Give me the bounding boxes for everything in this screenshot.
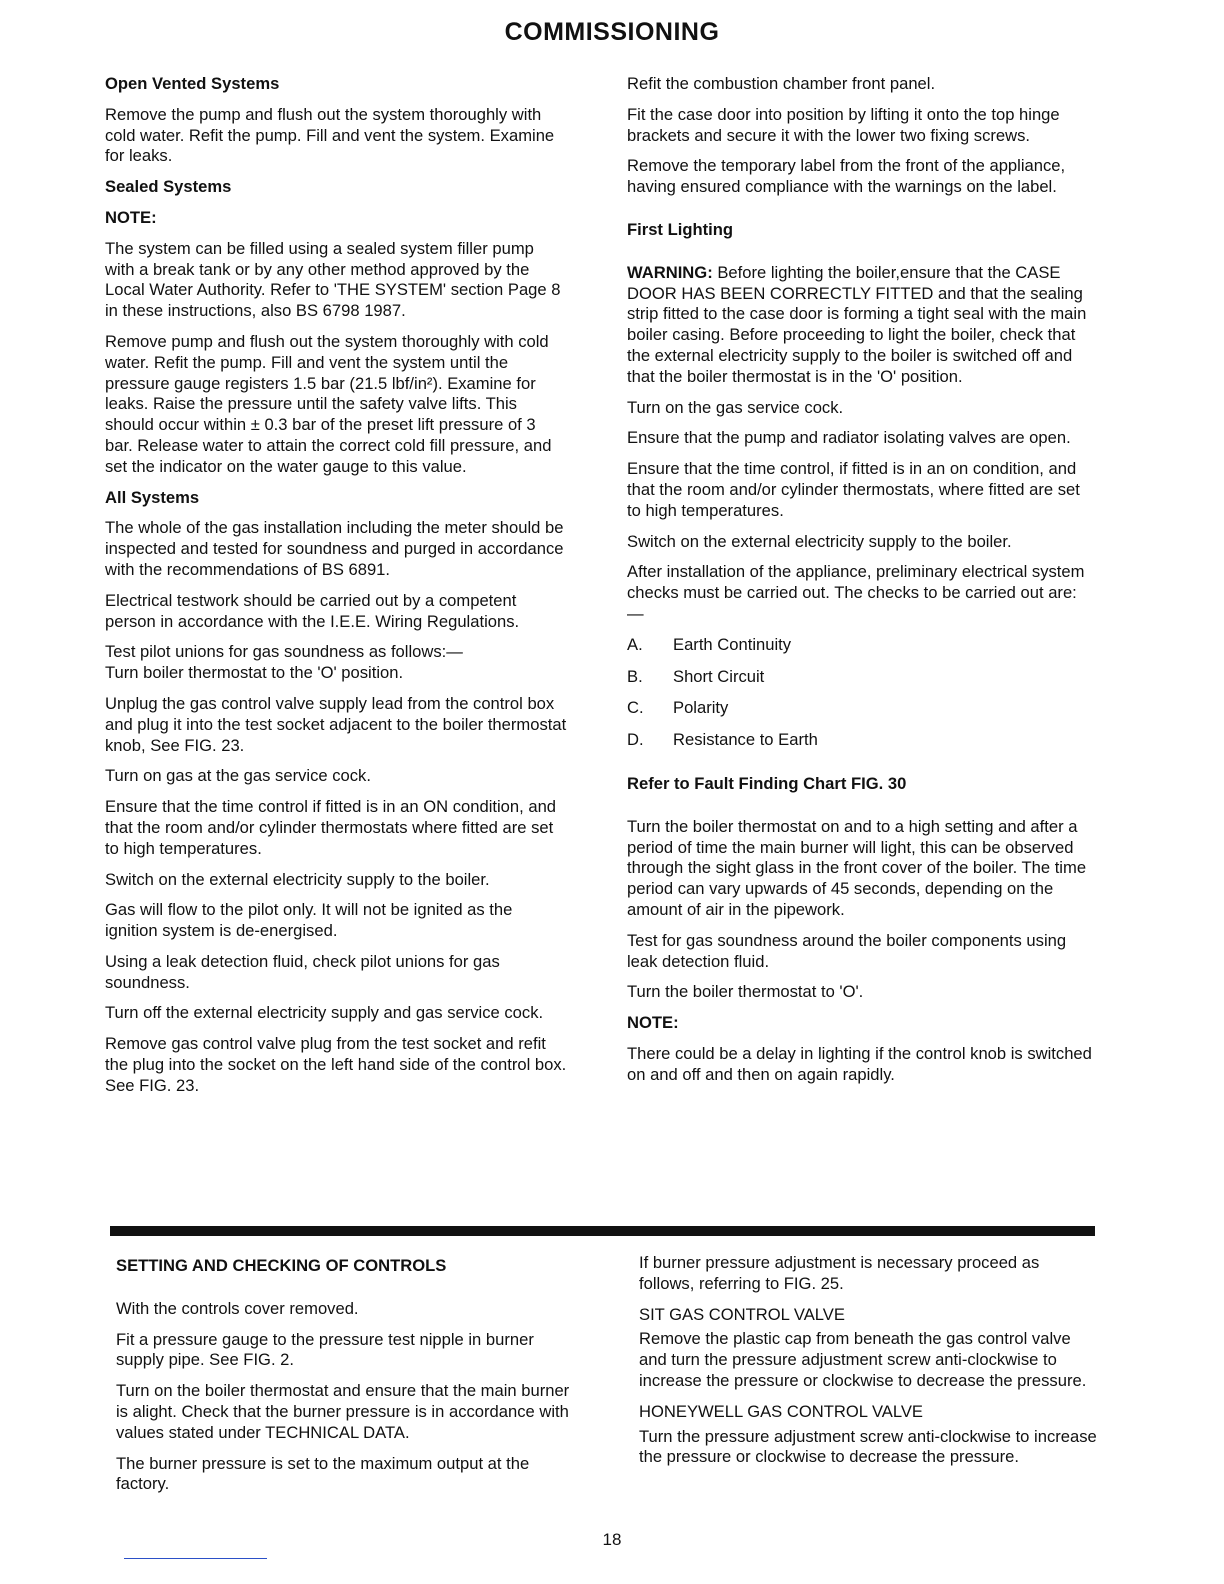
- para-right-6: Ensure that the time control, if fitted is in an on condition, and that the room and/or cylinder thermostats, where fitted are set to high temperatures.: [627, 459, 1080, 520]
- para-right-3: Remove the temporary label from the front of the appliance, having ensured compliance with the warnings on the label.: [627, 156, 1066, 197]
- para-bottom-right-1: If burner pressure adjustment is necessary proceed as follows, referring to FIG. 25.: [639, 1253, 1040, 1293]
- check-text: Resistance to Earth: [673, 730, 818, 750]
- heading-sit-valve: SIT GAS CONTROL VALVE: [639, 1304, 845, 1324]
- para-sealed-1: The system can be filled using a sealed system filler pump with a break tank or by any other method approved by the Local Water Authority. Refer to 'THE SYSTEM' section Page 8 in these instructions, also BS 6798 1987.: [105, 238, 561, 321]
- para-all-3a: Test pilot unions for gas soundness as follows:—: [105, 642, 463, 662]
- para-right-9: Turn the boiler thermostat on and to a high setting and after a period of time the main burner will light, this can be observed through the sight glass in the front cover of the boiler. The time period can vary upwards of 45 seconds, depending on the amount of air in the pipework.: [627, 816, 1087, 919]
- check-item: [627, 635, 1092, 656]
- bottom-left-column: [116, 1256, 572, 1505]
- para-all-10: Turn off the external electricity supply and gas service cock.: [105, 1003, 544, 1023]
- para-open-vented: Remove the pump and flush out the system thoroughly with cold water. Refit the pump. Fill and vent the system. Examine for leaks.: [105, 104, 555, 166]
- bottom-right-column: [639, 1253, 1097, 1478]
- check-letter: B.: [627, 666, 643, 686]
- check-item: [627, 698, 1092, 719]
- page-number: 18: [602, 1530, 622, 1549]
- para-bottom-left-1: With the controls cover removed.: [116, 1298, 359, 1318]
- para-all-2: Electrical testwork should be carried out by a competent person in accordance with the I.E.E. Wiring Regulations.: [105, 590, 520, 631]
- section-divider: [110, 1226, 1095, 1236]
- para-right-7: Switch on the external electricity supply to the boiler.: [627, 531, 1012, 551]
- para-right-10: Test for gas soundness around the boiler components using leak detection fluid.: [627, 930, 1067, 971]
- check-letter: D.: [627, 730, 644, 750]
- para-all-1: The whole of the gas installation including the meter should be inspected and tested for soundness and purged in accordance with the recommendations of BS 6891.: [105, 518, 564, 579]
- right-column: [627, 74, 1092, 1095]
- check-text: Short Circuit: [673, 666, 765, 686]
- check-letter: C.: [627, 698, 644, 718]
- para-bottom-left-2: Fit a pressure gauge to the pressure test nipple in burner supply pipe. See FIG. 2.: [116, 1329, 534, 1370]
- heading-open-vented: Open Vented Systems: [105, 74, 280, 93]
- para-right-12: There could be a delay in lighting if the control knob is switched on and off and then on again rapidly.: [627, 1043, 1092, 1084]
- check-item: [627, 730, 1092, 751]
- heading-honeywell-valve: HONEYWELL GAS CONTROL VALVE: [639, 1401, 924, 1421]
- heading-first-lighting: First Lighting: [627, 219, 733, 239]
- check-letter: A.: [627, 634, 643, 654]
- para-bottom-left-4: The burner pressure is set to the maximum output at the factory.: [116, 1453, 530, 1494]
- para-right-2: Fit the case door into position by lifting it onto the top hinge brackets and secure it with the lower two fixing screws.: [627, 104, 1060, 145]
- heading-sealed-systems: Sealed Systems: [105, 177, 232, 197]
- para-all-8: Gas will flow to the pilot only. It will not be ignited as the ignition system is de-energised.: [105, 900, 513, 941]
- check-text: Polarity: [673, 698, 729, 718]
- para-all-5: Turn on gas at the gas service cock.: [105, 766, 371, 786]
- check-text: Earth Continuity: [673, 634, 792, 654]
- heading-setting-controls: SETTING AND CHECKING OF CONTROLS: [116, 1256, 447, 1275]
- para-right-4: Turn on the gas service cock.: [627, 397, 844, 417]
- para-bottom-right-2: Remove the plastic cap from beneath the gas control valve and turn the pressure adjustment screw anti-clockwise to increase the pressure or clockwise to decrease the pressure.: [639, 1329, 1087, 1390]
- para-right-8: After installation of the appliance, preliminary electrical system checks must be carried out. The checks to be carried out are:—: [627, 562, 1085, 623]
- heading-note-right: NOTE:: [627, 1013, 679, 1033]
- warning-label: WARNING:: [627, 262, 713, 282]
- page-title: COMMISSIONING: [504, 18, 720, 46]
- para-all-7: Switch on the external electricity supply to the boiler.: [105, 869, 490, 889]
- para-warning: [627, 263, 1092, 388]
- warning-text: Before lighting the boiler,ensure that the CASE DOOR HAS BEEN CORRECTLY FITTED and that the sealing strip fitted to the case door is forming a tight seal with the main boiler casing. Before proceeding to light the boiler, check that the external electricity supply to the boiler is switched off and that the boiler thermostat is in the 'O' position.: [627, 262, 1087, 386]
- check-item: [627, 667, 1092, 688]
- heading-note: NOTE:: [105, 207, 157, 227]
- para-all-11: Remove gas control valve plug from the test socket and refit the plug into the socket on the left hand side of the control box. See FIG. 23.: [105, 1034, 567, 1095]
- heading-fault-finding: Refer to Fault Finding Chart FIG. 30: [627, 773, 907, 793]
- footer-line: [124, 1558, 267, 1559]
- para-all-9: Using a leak detection fluid, check pilot unions for gas soundness.: [105, 951, 500, 992]
- para-bottom-left-3: Turn on the boiler thermostat and ensure that the main burner is alight. Check that the burner pressure is in accordance with values stated under TECHNICAL DATA.: [116, 1381, 570, 1442]
- para-bottom-right-3: Turn the pressure adjustment screw anti-clockwise to increase the pressure or clockwise to decrease the pressure.: [639, 1426, 1097, 1467]
- para-right-5: Ensure that the pump and radiator isolating valves are open.: [627, 428, 1071, 448]
- heading-all-systems: All Systems: [105, 487, 200, 507]
- para-all-4: Unplug the gas control valve supply lead from the control box and plug it into the test socket adjacent to the boiler thermostat knob, See FIG. 23.: [105, 693, 567, 755]
- para-right-1: Refit the combustion chamber front panel.: [627, 74, 936, 93]
- para-all-3: [105, 642, 567, 684]
- para-all-3b: Turn boiler thermostat to the 'O' position.: [105, 663, 404, 683]
- para-right-11: Turn the boiler thermostat to 'O'.: [627, 982, 864, 1002]
- para-sealed-2: Remove pump and flush out the system thoroughly with cold water. Refit the pump. Fill and vent the system until the pressure gauge registers 1.5 bar (21.5 lbf/in²). Examine for leaks. Raise the pressure until the safety valve lifts. This should occur within ± 0.3 bar of the preset lift pressure of 3 bar. Release water to attain the correct cold fill pressure, and set the indicator on the water gauge to this value.: [105, 331, 552, 476]
- para-all-6: Ensure that the time control if fitted is in an ON condition, and that the room and/or cylinder thermostats where fitted are set to high temperatures.: [105, 797, 557, 858]
- left-column: [105, 74, 567, 1107]
